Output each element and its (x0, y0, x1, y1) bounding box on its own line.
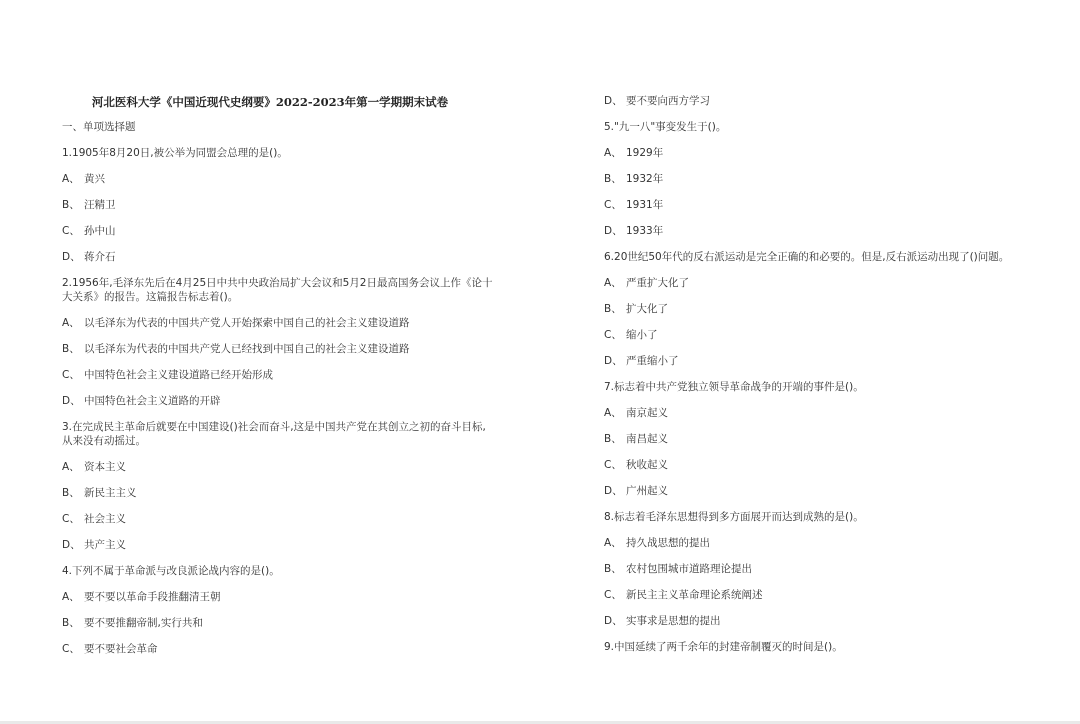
option-letter: C、 (604, 459, 622, 471)
option-letter: D、 (604, 485, 623, 497)
option-text: 农村包围城市道路理论提出 (626, 563, 752, 575)
option-letter: A、 (62, 317, 80, 329)
option-text: 南京起义 (626, 407, 668, 419)
option-letter: B、 (604, 173, 622, 185)
option-letter: B、 (62, 617, 80, 629)
option-text: 孙中山 (84, 225, 116, 237)
answer-option (62, 224, 532, 238)
option-letter: B、 (604, 563, 622, 575)
option-letter: B、 (62, 487, 80, 499)
answer-option (62, 394, 532, 408)
option-text: 扩大化了 (626, 303, 668, 315)
option-text: 要不要社会革命 (84, 643, 158, 655)
option-letter: D、 (604, 355, 623, 367)
option-text: 蒋介石 (84, 251, 116, 263)
answer-option (62, 538, 532, 552)
option-letter: B、 (62, 199, 80, 211)
option-text: 共产主义 (84, 539, 126, 551)
option-text: 资本主义 (84, 461, 126, 473)
option-text: 1931年 (626, 199, 664, 211)
option-text: 秋收起义 (626, 459, 668, 471)
answer-option (604, 354, 1074, 368)
answer-option (62, 590, 532, 604)
answer-option (62, 198, 532, 212)
exam-title: 河北医科大学《中国近现代史纲要》2022-2023年第一学期期末试卷 (91, 95, 449, 109)
option-letter: A、 (604, 147, 622, 159)
option-text: 南昌起义 (626, 433, 668, 445)
answer-option (62, 512, 532, 526)
answer-option (62, 368, 532, 382)
answer-option (62, 616, 532, 630)
answer-option (604, 302, 1074, 316)
answer-option (604, 614, 1074, 628)
option-letter: A、 (62, 173, 80, 185)
option-letter: A、 (62, 591, 80, 603)
question-text: 4.下列不属于革命派与改良派论战内容的是()。 (62, 565, 280, 577)
right-column (604, 94, 1074, 666)
answer-option (62, 460, 532, 474)
option-letter: A、 (604, 407, 622, 419)
option-text: 以毛泽东为代表的中国共产党人已经找到中国自己的社会主义建设道路 (84, 343, 410, 355)
answer-option (604, 146, 1074, 160)
answer-option (62, 172, 532, 186)
option-text: 新民主主义革命理论系统阐述 (626, 589, 763, 601)
option-letter: A、 (604, 277, 622, 289)
answer-option (62, 342, 532, 356)
answer-option (604, 406, 1074, 420)
answer-option (604, 198, 1074, 212)
question-text: 5."九一八"事变发生于()。 (604, 121, 727, 133)
section-heading: 一、单项选择题 (62, 121, 136, 133)
option-text: 社会主义 (84, 513, 126, 525)
question-text: 8.标志着毛泽东思想得到多方面展开而达到成熟的是()。 (604, 511, 864, 523)
answer-option (62, 486, 532, 500)
option-text: 1933年 (626, 225, 664, 237)
option-letter: C、 (604, 329, 622, 341)
question-text: 9.中国延续了两千余年的封建帝制覆灭的时间是()。 (604, 641, 843, 653)
option-text: 严重扩大化了 (626, 277, 689, 289)
option-letter: C、 (604, 199, 622, 211)
option-text: 1929年 (626, 147, 664, 159)
answer-option (604, 484, 1074, 498)
answer-option (604, 276, 1074, 290)
option-letter: C、 (62, 513, 80, 525)
option-letter: B、 (604, 303, 622, 315)
option-letter: B、 (62, 343, 80, 355)
answer-option (604, 458, 1074, 472)
answer-option (604, 588, 1074, 602)
option-letter: C、 (62, 369, 80, 381)
left-column (62, 120, 532, 668)
question-text: 3.在完成民主革命后就要在中国建设()社会而奋斗,这是中国共产党在其创立之初的奋斗目标,从来没有动摇过。 (62, 421, 486, 447)
option-text: 新民主主义 (84, 487, 137, 499)
question-text: 6.20世纪50年代的反右派运动是完全正确的和必要的。但是,反右派运动出现了()问题。 (604, 251, 1010, 263)
option-text: 以毛泽东为代表的中国共产党人开始探索中国自己的社会主义建设道路 (84, 317, 410, 329)
answer-option (604, 432, 1074, 446)
question-text: 7.标志着中共产党独立领导革命战争的开端的事件是()。 (604, 381, 864, 393)
question-text: 1.1905年8月20日,被公举为同盟会总理的是()。 (62, 147, 288, 159)
option-letter: B、 (604, 433, 622, 445)
option-text: 广州起义 (626, 485, 668, 497)
answer-option (604, 172, 1074, 186)
option-letter: A、 (604, 537, 622, 549)
option-letter: D、 (62, 251, 81, 263)
option-text: 汪精卫 (84, 199, 116, 211)
option-letter: D、 (62, 395, 81, 407)
answer-option (62, 316, 532, 330)
option-letter: C、 (62, 643, 80, 655)
answer-option (62, 250, 532, 264)
option-text: 1932年 (626, 173, 664, 185)
option-text: 要不要以革命手段推翻清王朝 (84, 591, 221, 603)
option-text: 要不要推翻帝制,实行共和 (84, 617, 203, 629)
question-text: 2.1956年,毛泽东先后在4月25日中共中央政治局扩大会议和5月2日最高国务会议上作《论十大关系》的报告。这篇报告标志着()。 (62, 277, 493, 303)
answer-option (604, 328, 1074, 342)
option-text: 中国特色社会主义道路的开辟 (84, 395, 221, 407)
option-text: 严重缩小了 (626, 355, 679, 367)
option-text: 要不要向西方学习 (626, 95, 710, 107)
answer-option (604, 224, 1074, 238)
option-text: 缩小了 (626, 329, 658, 341)
option-letter: C、 (604, 589, 622, 601)
option-letter: D、 (62, 539, 81, 551)
option-letter: D、 (604, 615, 623, 627)
option-text: 持久战思想的提出 (626, 537, 710, 549)
option-text: 实事求是思想的提出 (626, 615, 721, 627)
answer-option (604, 94, 1074, 108)
answer-option (604, 562, 1074, 576)
answer-option (604, 536, 1074, 550)
option-letter: D、 (604, 225, 623, 237)
option-letter: A、 (62, 461, 80, 473)
answer-option (62, 642, 532, 656)
option-letter: D、 (604, 95, 623, 107)
option-text: 中国特色社会主义建设道路已经开始形成 (84, 369, 273, 381)
option-text: 黄兴 (84, 173, 105, 185)
option-letter: C、 (62, 225, 80, 237)
